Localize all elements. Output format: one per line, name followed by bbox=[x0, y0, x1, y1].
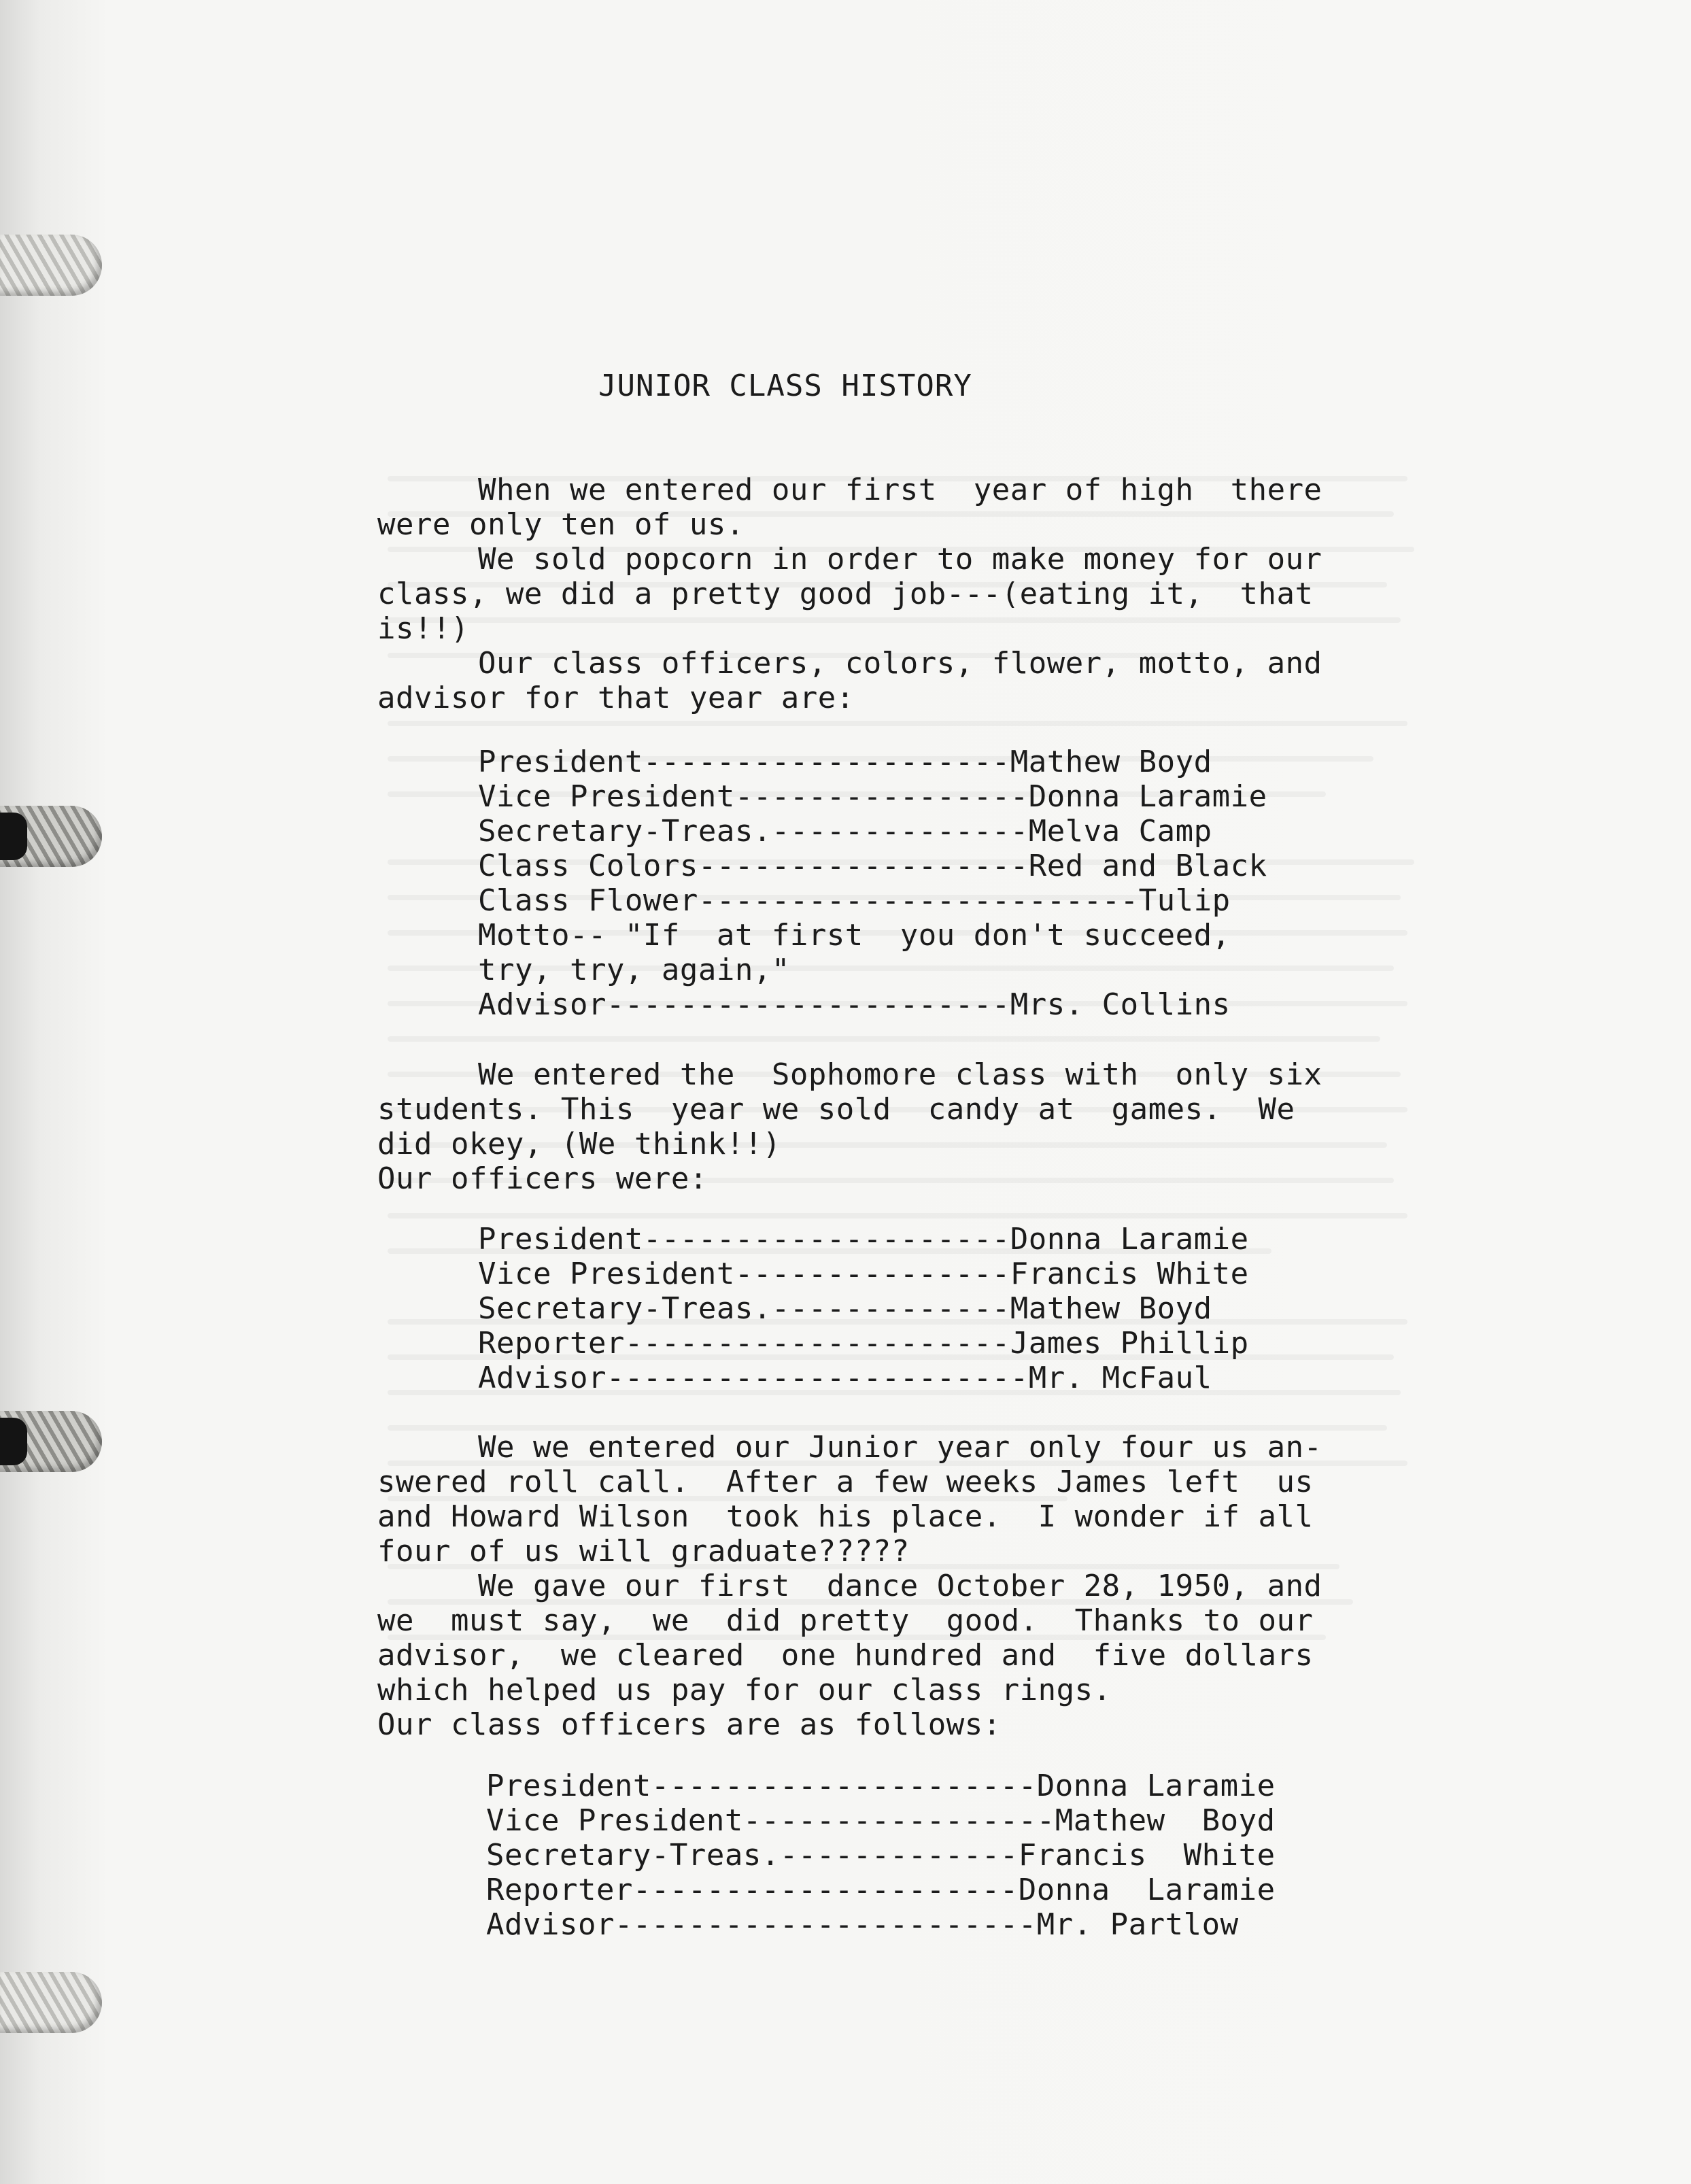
page-title: JUNIOR CLASS HISTORY bbox=[598, 369, 972, 403]
freshman-officer-secretary-treasurer: Secretary-Treas.--------------Melva Camp bbox=[478, 814, 1212, 849]
sophomore-officer-vice-president: Vice President---------------Francis White bbox=[478, 1257, 1249, 1291]
binding-hole-middle-upper bbox=[0, 813, 27, 860]
junior-line-8: which helped us pay for our class rings. bbox=[377, 1673, 1112, 1707]
sophomore-advisor: Advisor-----------------------Mr. McFaul bbox=[478, 1361, 1212, 1395]
freshman-line-4: class, we did a pretty good job---(eating it, that bbox=[377, 577, 1314, 611]
freshman-officer-vice-president: Vice President----------------Donna Laramie bbox=[478, 779, 1267, 814]
freshman-line-2: were only ten of us. bbox=[377, 507, 745, 542]
freshman-class-flower: Class Flower------------------------Tulip bbox=[478, 883, 1231, 918]
junior-officer-president: President---------------------Donna Laramie bbox=[486, 1769, 1276, 1803]
junior-line-2: swered roll call. After a few weeks James left us bbox=[377, 1465, 1314, 1499]
freshman-advisor: Advisor----------------------Mrs. Collins bbox=[478, 987, 1231, 1022]
junior-line-4: four of us will graduate????? bbox=[377, 1534, 910, 1569]
sophomore-officer-reporter: Reporter---------------------James Phillip bbox=[478, 1326, 1249, 1361]
freshman-line-5: is!!) bbox=[377, 611, 469, 646]
junior-officer-secretary-treasurer: Secretary-Treas.-------------Francis White bbox=[486, 1838, 1276, 1873]
sophomore-line-1: We entered the Sophomore class with only six bbox=[478, 1057, 1322, 1092]
freshman-class-motto-continued: try, try, again," bbox=[478, 953, 790, 987]
binding-cord-bottom bbox=[0, 1972, 102, 2033]
junior-advisor: Advisor-----------------------Mr. Partlow bbox=[486, 1907, 1239, 1942]
binding-hole-middle-lower bbox=[0, 1418, 27, 1465]
freshman-class-colors: Class Colors------------------Red and Black bbox=[478, 849, 1267, 883]
freshman-class-motto: Motto-- "If at first you don't succeed, bbox=[478, 918, 1231, 953]
junior-line-6: we must say, we did pretty good. Thanks to our bbox=[377, 1603, 1314, 1638]
junior-line-9: Our class officers are as follows: bbox=[377, 1707, 1002, 1742]
binding-cord-top bbox=[0, 235, 102, 296]
sophomore-officer-secretary-treasurer: Secretary-Treas.-------------Mathew Boyd bbox=[478, 1291, 1212, 1326]
sophomore-officer-president: President--------------------Donna Laramie bbox=[478, 1222, 1249, 1257]
sophomore-line-4: Our officers were: bbox=[377, 1161, 708, 1196]
freshman-line-6: Our class officers, colors, flower, motto, and bbox=[478, 646, 1322, 681]
junior-line-5: We gave our first dance October 28, 1950, and bbox=[478, 1569, 1322, 1603]
junior-line-7: advisor, we cleared one hundred and five dollars bbox=[377, 1638, 1314, 1673]
freshman-officer-president: President--------------------Mathew Boyd bbox=[478, 745, 1212, 779]
junior-line-3: and Howard Wilson took his place. I wonder if all bbox=[377, 1499, 1314, 1534]
sophomore-line-2: students. This year we sold candy at games. We bbox=[377, 1092, 1295, 1127]
freshman-line-7: advisor for that year are: bbox=[377, 681, 855, 715]
junior-line-1: We we entered our Junior year only four us an- bbox=[478, 1430, 1322, 1465]
junior-officer-vice-president: Vice President-----------------Mathew Boyd bbox=[486, 1803, 1276, 1838]
junior-officer-reporter: Reporter---------------------Donna Laramie bbox=[486, 1873, 1276, 1907]
freshman-line-1: When we entered our first year of high there bbox=[478, 473, 1322, 507]
sophomore-line-3: did okey, (We think!!) bbox=[377, 1127, 781, 1161]
freshman-line-3: We sold popcorn in order to make money for our bbox=[478, 542, 1322, 577]
